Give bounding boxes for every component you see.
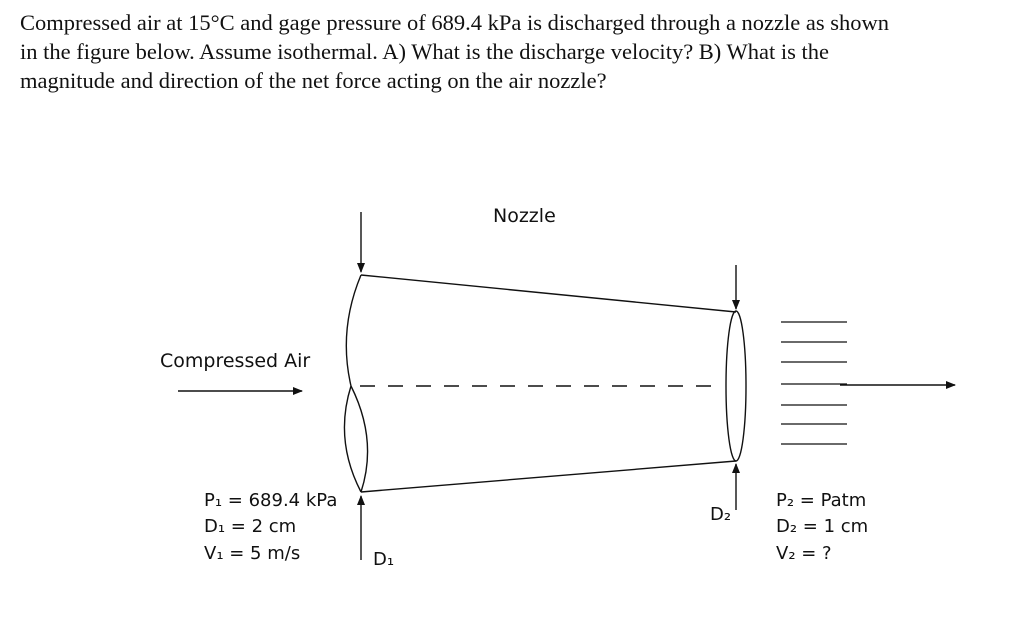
outlet-pressure: P₂ = Patm bbox=[776, 490, 867, 511]
exit-jet-lines bbox=[781, 322, 847, 444]
outlet-diameter: D₂ = 1 cm bbox=[776, 516, 869, 537]
inlet-pressure: P₁ = 689.4 kPa bbox=[204, 490, 338, 511]
problem-line-3: magnitude and direction of the net force acting on the air nozzle? bbox=[20, 68, 607, 93]
d2-label: D₂ bbox=[710, 504, 732, 525]
nozzle-bottom-wall bbox=[361, 461, 736, 492]
inlet-diameter: D₁ = 2 cm bbox=[204, 516, 297, 537]
compressed-air-label: Compressed Air bbox=[160, 350, 311, 372]
problem-line-1: Compressed air at 15°C and gage pressure of 689.4 kPa is discharged through a nozzle as shown bbox=[20, 10, 890, 35]
outlet-cross-section bbox=[726, 311, 746, 461]
nozzle-top-wall bbox=[361, 275, 736, 312]
problem-line-2: in the figure below. Assume isothermal. A) What is the discharge velocity? B) What is the bbox=[20, 39, 829, 64]
inlet-cross-section bbox=[344, 275, 367, 492]
d1-label: D₁ bbox=[373, 549, 395, 570]
inlet-velocity: V₁ = 5 m/s bbox=[204, 543, 301, 564]
outlet-velocity: V₂ = ? bbox=[776, 543, 832, 564]
nozzle-label: Nozzle bbox=[493, 205, 556, 227]
nozzle-body bbox=[344, 275, 746, 492]
